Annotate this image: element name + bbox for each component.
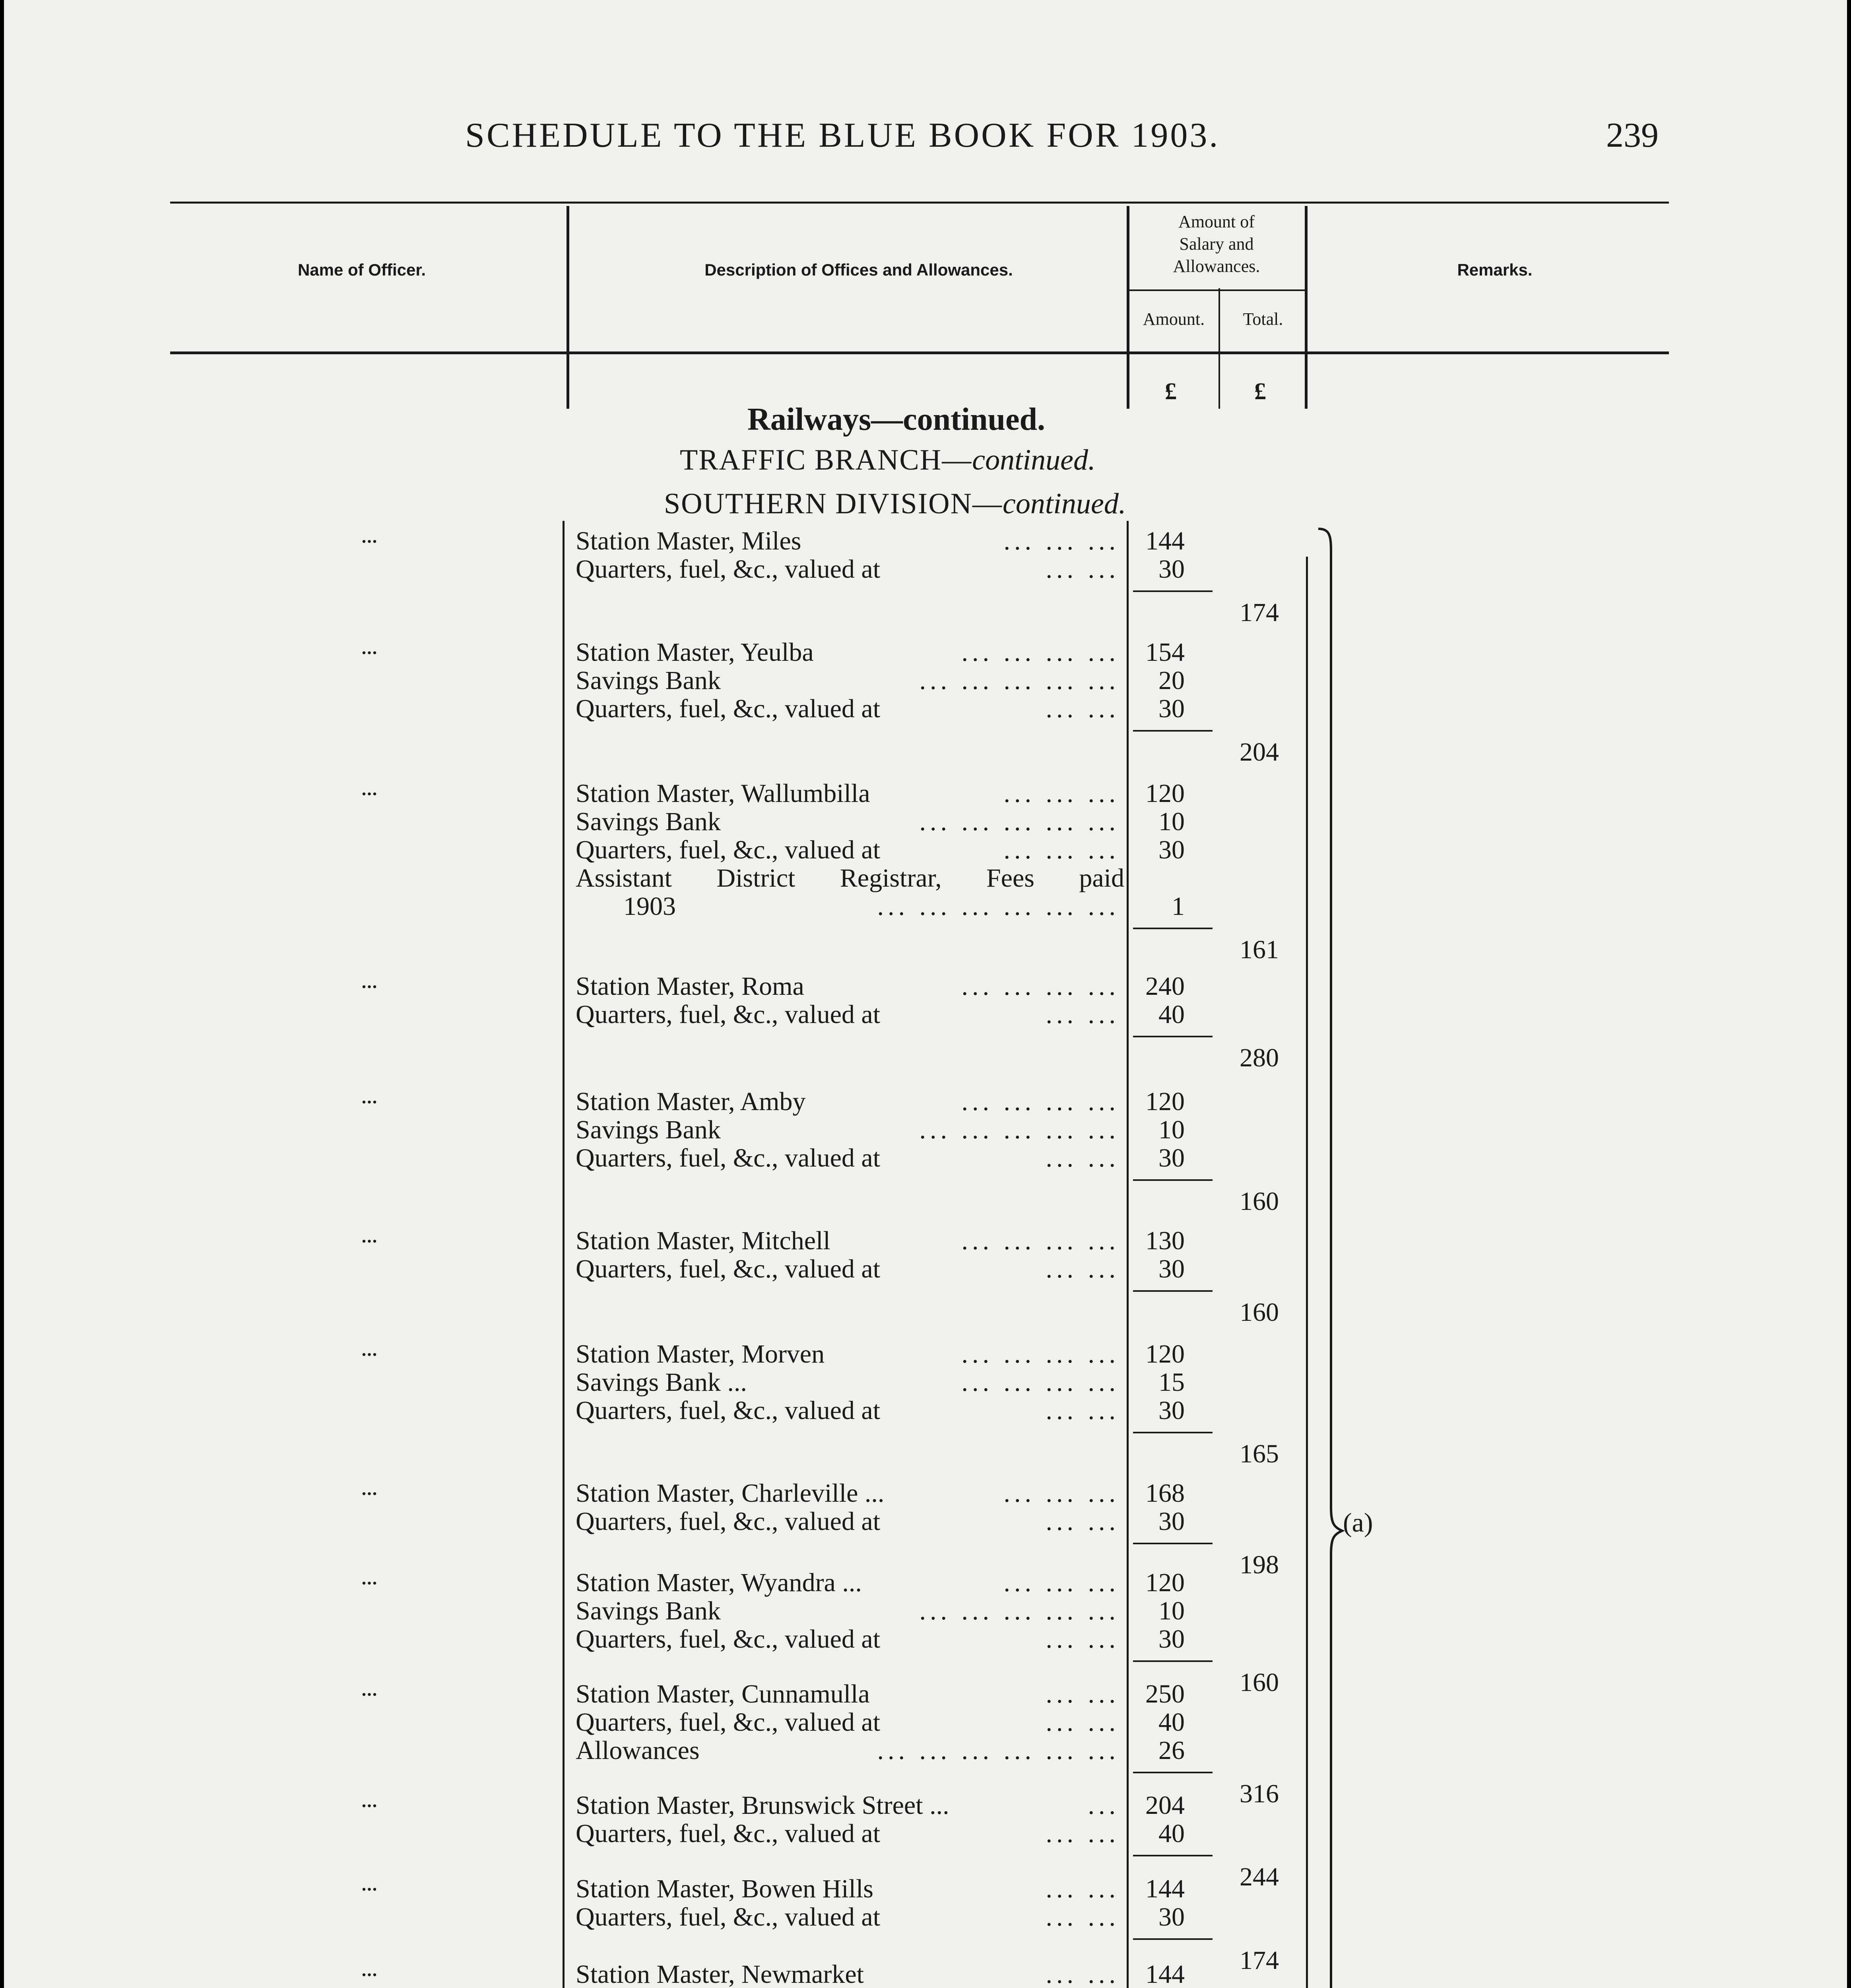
header-amount-line-2: Salary and xyxy=(1179,234,1254,254)
line-label: Quarters, fuel, &c., valued at xyxy=(576,555,881,583)
line-description xyxy=(576,1340,1124,1368)
line-label: Station Master, Cunnamulla xyxy=(576,1680,870,1708)
line-label: Station Master, Miles xyxy=(576,527,801,555)
branch-title xyxy=(680,443,1096,477)
line-word: paid xyxy=(1079,864,1124,892)
line-amount: 120 xyxy=(1145,779,1185,808)
leader-dots: ... ... ... ... xyxy=(961,638,1120,666)
leader-dots: ... ... ... ... ... ... xyxy=(877,1736,1120,1765)
officer-name: ... xyxy=(361,1960,378,1980)
line-amount: 168 xyxy=(1145,1479,1185,1508)
line-description xyxy=(576,1736,1124,1765)
line-amount: 15 xyxy=(1158,1368,1185,1397)
entry-total: 165 xyxy=(1240,1439,1279,1468)
subtotal-rule xyxy=(1133,1660,1213,1662)
line-amount: 240 xyxy=(1145,972,1185,1001)
leader-dots: ... ... ... xyxy=(1003,779,1120,808)
entry-total: 316 xyxy=(1240,1779,1279,1808)
line-description xyxy=(576,1708,1124,1736)
leader-dots: ... ... ... xyxy=(1003,1479,1120,1507)
officer-name: ... xyxy=(361,972,378,992)
officer-name: ... xyxy=(361,1340,378,1360)
line-description xyxy=(576,1819,1124,1848)
line-description xyxy=(576,695,1124,723)
officer-name: ... xyxy=(361,1226,378,1246)
line-description xyxy=(576,972,1124,1000)
line-amount: 144 xyxy=(1145,526,1185,555)
line-label: Station Master, Charleville ... xyxy=(576,1479,885,1507)
officer-name: ... xyxy=(361,526,378,547)
line-label: Savings Bank xyxy=(576,666,721,695)
line-label: Station Master, Newmarket xyxy=(576,1960,864,1988)
line-description xyxy=(576,666,1124,695)
leader-dots: ... ... ... xyxy=(1003,1569,1120,1597)
officer-name: ... xyxy=(361,1679,378,1700)
line-amount: 20 xyxy=(1158,666,1185,695)
line-label: Quarters, fuel, &c., valued at xyxy=(576,1903,881,1931)
line-word: Fees xyxy=(986,864,1034,892)
currency-amount: £ xyxy=(1165,378,1177,404)
leader-dots: ... ... ... xyxy=(1003,836,1120,864)
subtotal-rule xyxy=(1133,1432,1213,1433)
line-description xyxy=(576,1396,1124,1425)
officer-name: ... xyxy=(361,1568,378,1588)
line-description xyxy=(576,1000,1124,1029)
leader-dots: ... ... xyxy=(1046,1396,1120,1425)
line-description xyxy=(576,1368,1124,1396)
header-total: Total. xyxy=(1243,309,1283,329)
line-description xyxy=(576,1960,1124,1988)
remarks-brace xyxy=(1316,527,1348,1988)
line-label: Station Master, Roma xyxy=(576,972,804,1000)
line-label: Savings Bank xyxy=(576,1116,721,1144)
header-amount-line-3: Allowances. xyxy=(1173,256,1260,276)
line-word: Assistant xyxy=(576,864,672,892)
page-number: 239 xyxy=(1606,116,1659,155)
amount-subheader-rule xyxy=(1129,289,1306,291)
column-rule-remarks xyxy=(1305,206,1308,409)
line-amount: 120 xyxy=(1145,1087,1185,1116)
line-amount: 30 xyxy=(1158,1254,1185,1283)
document-page xyxy=(4,0,1847,1988)
line-description xyxy=(576,892,1124,920)
leader-dots: ... ... ... ... ... ... xyxy=(877,892,1120,920)
remarks-note: (a) xyxy=(1343,1507,1373,1538)
table-top-rule xyxy=(170,202,1669,204)
line-description xyxy=(576,1507,1124,1536)
line-label: Quarters, fuel, &c., valued at xyxy=(576,1396,881,1425)
line-word: Registrar, xyxy=(840,864,942,892)
line-label: Station Master, Wallumbilla xyxy=(576,779,870,808)
line-amount: 30 xyxy=(1158,1507,1185,1536)
currency-total: £ xyxy=(1254,378,1266,404)
line-label: Quarters, fuel, &c., valued at xyxy=(576,1144,881,1172)
line-label: Savings Bank xyxy=(576,808,721,836)
line-description xyxy=(576,1569,1124,1597)
leader-dots: ... ... ... ... ... xyxy=(919,1597,1120,1625)
header-amount: Amount. xyxy=(1143,309,1205,329)
line-description xyxy=(576,779,1124,808)
entry-total: 160 xyxy=(1240,1668,1279,1697)
subtotal-rule xyxy=(1133,1036,1213,1037)
line-label: Station Master, Mitchell xyxy=(576,1227,830,1255)
leader-dots: ... ... ... ... xyxy=(961,1340,1120,1368)
subtotal-rule xyxy=(1133,1855,1213,1856)
entry-total: 161 xyxy=(1240,935,1279,964)
leader-dots: ... ... ... ... xyxy=(961,972,1120,1000)
entry-total: 198 xyxy=(1240,1550,1279,1579)
line-label: Quarters, fuel, &c., valued at xyxy=(576,836,881,864)
entry-total: 244 xyxy=(1240,1862,1279,1891)
line-word: District xyxy=(716,864,796,892)
line-label: Station Master, Bowen Hills xyxy=(576,1875,873,1903)
column-rule-description-body xyxy=(563,521,565,1988)
header-amount-of-salary xyxy=(1133,211,1300,278)
line-amount: 40 xyxy=(1158,1000,1185,1029)
line-label: Station Master, Yeulba xyxy=(576,638,814,666)
officer-name: ... xyxy=(361,1874,378,1895)
line-label: Station Master, Brunswick Street ... xyxy=(576,1791,949,1819)
line-label: Quarters, fuel, &c., valued at xyxy=(576,1708,881,1736)
line-amount: 30 xyxy=(1158,835,1185,864)
line-amount: 144 xyxy=(1145,1960,1185,1988)
subtotal-rule xyxy=(1133,1179,1213,1181)
division-title-text: SOUTHERN DIVISION— xyxy=(664,487,1003,520)
subtotal-rule xyxy=(1133,590,1213,592)
line-label: Quarters, fuel, &c., valued at xyxy=(576,1255,881,1283)
column-rule-amount xyxy=(1127,206,1129,409)
line-label: Savings Bank ... xyxy=(576,1368,747,1396)
line-label: 1903 xyxy=(623,892,676,920)
line-description xyxy=(576,555,1124,583)
line-description xyxy=(576,1255,1124,1283)
leader-dots: ... ... ... xyxy=(1003,527,1120,555)
column-rule-amount-body xyxy=(1127,521,1129,1988)
leader-dots: ... xyxy=(1088,1791,1120,1819)
officer-name: ... xyxy=(361,1791,378,1811)
line-amount: 120 xyxy=(1145,1340,1185,1369)
line-amount: 30 xyxy=(1158,1143,1185,1173)
line-description xyxy=(576,1791,1124,1819)
entry-total: 174 xyxy=(1240,598,1279,627)
entry-total: 280 xyxy=(1240,1043,1279,1072)
entry-total: 174 xyxy=(1240,1946,1279,1975)
line-description xyxy=(576,1597,1124,1625)
line-label: Quarters, fuel, &c., valued at xyxy=(576,1507,881,1536)
leader-dots: ... ... xyxy=(1046,1000,1120,1029)
line-amount: 30 xyxy=(1158,555,1185,584)
line-description xyxy=(576,1479,1124,1507)
line-description xyxy=(576,864,1124,892)
header-name-of-officer: Name of Officer. xyxy=(297,260,426,279)
line-amount: 10 xyxy=(1158,1596,1185,1625)
line-description xyxy=(576,836,1124,864)
line-label: Station Master, Morven xyxy=(576,1340,825,1368)
header-description: Description of Offices and Allowances. xyxy=(704,260,1013,279)
officer-name: ... xyxy=(361,1087,378,1107)
leader-dots: ... ... xyxy=(1046,1255,1120,1283)
line-description xyxy=(576,1680,1124,1708)
line-description xyxy=(576,808,1124,836)
leader-dots: ... ... ... ... xyxy=(961,1227,1120,1255)
line-label: Quarters, fuel, &c., valued at xyxy=(576,1000,881,1029)
line-label: Allowances xyxy=(576,1736,700,1765)
leader-dots: ... ... ... ... xyxy=(961,1368,1120,1396)
line-amount: 204 xyxy=(1145,1791,1185,1820)
section-title: Railways—continued. xyxy=(747,402,1045,437)
leader-dots: ... ... xyxy=(1046,695,1120,723)
leader-dots: ... ... xyxy=(1046,1875,1120,1903)
subtotal-rule xyxy=(1133,1938,1213,1940)
line-amount: 40 xyxy=(1158,1708,1185,1737)
leader-dots: ... ... xyxy=(1046,1507,1120,1536)
line-amount: 30 xyxy=(1158,694,1185,723)
line-amount: 130 xyxy=(1145,1226,1185,1255)
subtotal-rule xyxy=(1133,730,1213,732)
entry-total: 204 xyxy=(1240,738,1279,767)
column-rule-description xyxy=(567,206,569,409)
line-description xyxy=(576,1144,1124,1172)
line-description xyxy=(576,638,1124,666)
line-description xyxy=(576,1227,1124,1255)
line-amount: 250 xyxy=(1145,1679,1185,1708)
subtotal-rule xyxy=(1133,1543,1213,1544)
header-remarks: Remarks. xyxy=(1457,260,1533,279)
line-label: Station Master, Amby xyxy=(576,1087,806,1116)
leader-dots: ... ... xyxy=(1046,1708,1120,1736)
line-label: Quarters, fuel, &c., valued at xyxy=(576,1625,881,1653)
division-title-suffix: continued. xyxy=(1003,487,1126,520)
subtotal-rule xyxy=(1133,1772,1213,1773)
officer-name: ... xyxy=(361,1479,378,1499)
entry-total: 160 xyxy=(1240,1298,1279,1327)
line-description xyxy=(576,527,1124,555)
column-rule-remarks-body xyxy=(1306,557,1308,1988)
line-label: Quarters, fuel, &c., valued at xyxy=(576,695,881,723)
officer-name: ... xyxy=(361,638,378,658)
leader-dots: ... ... xyxy=(1046,555,1120,583)
running-title: SCHEDULE TO THE BLUE BOOK FOR 1903. xyxy=(465,116,1220,155)
line-amount: 30 xyxy=(1158,1396,1185,1425)
division-title xyxy=(664,487,1126,521)
leader-dots: ... ... ... ... ... xyxy=(919,808,1120,836)
line-amount: 40 xyxy=(1158,1819,1185,1848)
leader-dots: ... ... xyxy=(1046,1625,1120,1653)
line-amount: 30 xyxy=(1158,1625,1185,1654)
leader-dots: ... ... xyxy=(1046,1819,1120,1848)
line-amount: 30 xyxy=(1158,1903,1185,1932)
leader-dots: ... ... xyxy=(1046,1960,1120,1988)
subtotal-rule xyxy=(1133,928,1213,929)
leader-dots: ... ... xyxy=(1046,1903,1120,1931)
column-rule-total xyxy=(1218,288,1220,409)
line-description xyxy=(576,1087,1124,1116)
leader-dots: ... ... ... ... xyxy=(961,1087,1120,1116)
line-amount: 10 xyxy=(1158,807,1185,836)
line-label: Quarters, fuel, &c., valued at xyxy=(576,1819,881,1848)
header-amount-line-1: Amount of xyxy=(1178,212,1255,231)
line-label: Station Master, Wyandra ... xyxy=(576,1569,862,1597)
entry-total: 160 xyxy=(1240,1187,1279,1216)
line-amount: 154 xyxy=(1145,638,1185,667)
leader-dots: ... ... xyxy=(1046,1680,1120,1708)
line-amount: 1 xyxy=(1172,892,1185,921)
branch-title-suffix: continued. xyxy=(972,444,1096,476)
line-description xyxy=(576,1625,1124,1653)
table-header-rule xyxy=(170,351,1669,354)
branch-title-text: TRAFFIC BRANCH— xyxy=(680,444,972,476)
leader-dots: ... ... ... ... ... xyxy=(919,666,1120,695)
line-amount: 120 xyxy=(1145,1568,1185,1597)
line-amount: 26 xyxy=(1158,1736,1185,1765)
subtotal-rule xyxy=(1133,1290,1213,1292)
line-amount: 144 xyxy=(1145,1874,1185,1903)
line-description xyxy=(576,1903,1124,1931)
officer-name: ... xyxy=(361,779,378,799)
leader-dots: ... ... ... ... ... xyxy=(919,1116,1120,1144)
line-description xyxy=(576,1116,1124,1144)
line-description xyxy=(576,1875,1124,1903)
leader-dots: ... ... xyxy=(1046,1144,1120,1172)
line-amount: 10 xyxy=(1158,1115,1185,1144)
line-label: Savings Bank xyxy=(576,1597,721,1625)
